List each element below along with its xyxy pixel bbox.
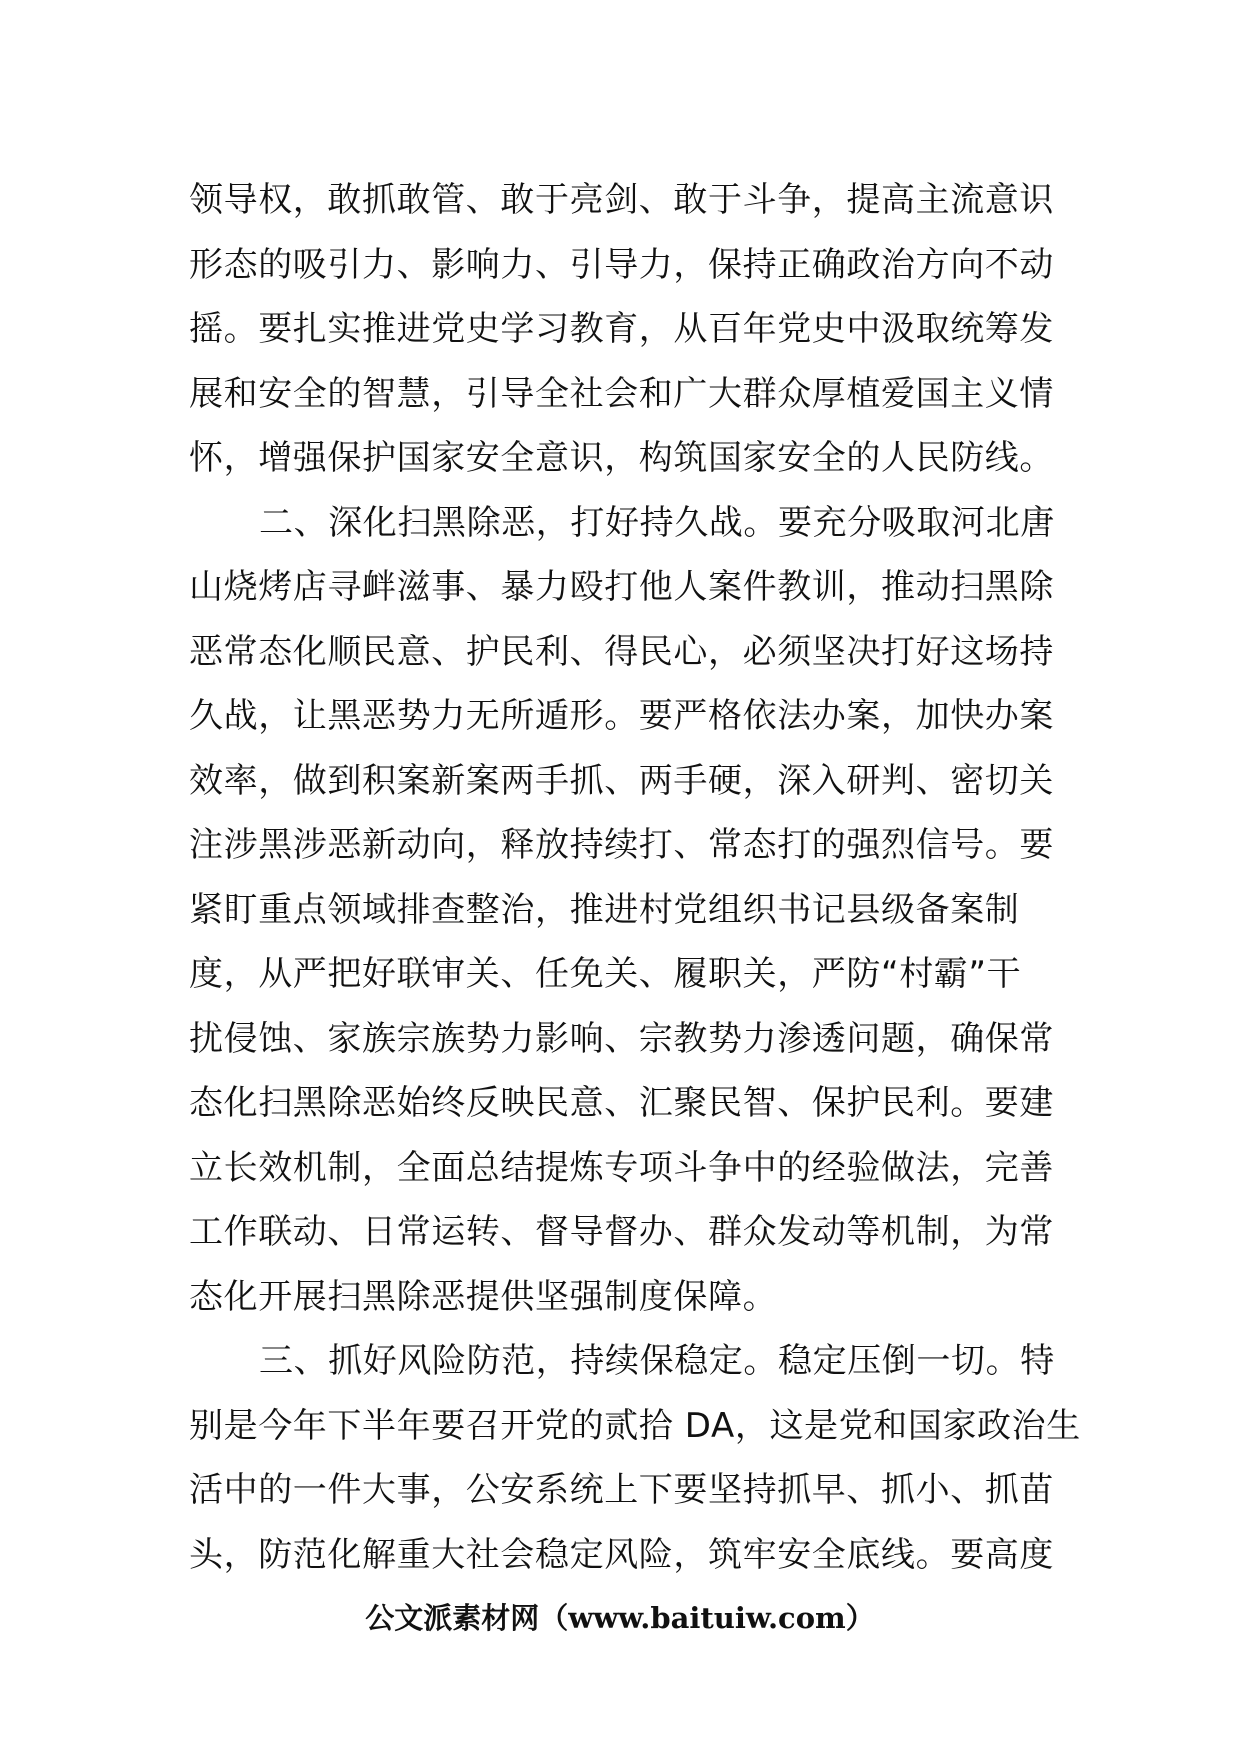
text-line: 摇。要扎实推进党史学习教育，从百年党史中汲取统筹发 <box>189 309 1054 349</box>
text-line: 怀，增强保护国家安全意识，构筑国家安全的人民防线。 <box>189 438 1054 478</box>
text-line: 形态的吸引力、影响力、引导力，保持正确政治方向不动 <box>189 244 1054 285</box>
text-line: 头，防范化解重大社会稳定风险，筑牢安全底线。要高度 <box>189 1534 1054 1575</box>
text-line: 活中的一件大事，公安系统上下要坚持抓早、抓小、抓苗 <box>189 1470 1054 1510</box>
text-line: 久战，让黑恶势力无所遁形。要严格依法办案，加快办案 <box>189 696 1054 736</box>
text-line: 度，从严把好联审关、任免关、履职关，严防“村霸”干 <box>189 954 1022 994</box>
text-line: 山烧烤店寻衅滋事、暴力殴打他人案件教训，推动扫黑除 <box>189 567 1054 607</box>
text-line: 立长效机制，全面总结提炼专项斗争中的经验做法，完善 <box>189 1147 1054 1188</box>
text-line: 恶常态化顺民意、护民利、得民心，必须坚决打好这场持 <box>189 631 1054 672</box>
text-line: 紧盯重点领域排查整治，推进村党组织书记县级备案制 <box>189 889 1020 930</box>
text-line: 态化扫黑除恶始终反映民意、汇聚民智、保护民利。要建 <box>189 1083 1054 1123</box>
text-line: 注涉黑涉恶新动向，释放持续打、常态打的强烈信号。要 <box>189 825 1054 865</box>
document-body <box>189 168 1081 1587</box>
footer-watermark: 公文派素材网（www.baituiw.com） <box>365 1601 875 1635</box>
text-line: 扰侵蚀、家族宗族势力影响、宗教势力渗透问题，确保常 <box>189 1018 1054 1059</box>
text-line: 工作联动、日常运转、督导督办、群众发动等机制，为常 <box>189 1212 1054 1252</box>
section-heading-line: 三、抓好风险防范，持续保稳定。稳定压倒一切。特 <box>259 1341 1055 1381</box>
text-line: 别是今年下半年要召开党的贰拾 DA，这是党和国家政治生 <box>189 1405 1081 1446</box>
text-line: 态化开展扫黑除恶提供坚强制度保障。 <box>189 1276 778 1317</box>
text-line: 效率，做到积案新案两手抓、两手硬，深入研判、密切关 <box>189 760 1054 801</box>
section-heading-line: 二、深化扫黑除恶，打好持久战。要充分吸取河北唐 <box>259 502 1055 543</box>
text-line: 展和安全的智慧，引导全社会和广大群众厚植爱国主义情 <box>189 373 1054 414</box>
text-line: 领导权，敢抓敢管、敢于亮剑、敢于斗争，提高主流意识 <box>189 180 1054 220</box>
